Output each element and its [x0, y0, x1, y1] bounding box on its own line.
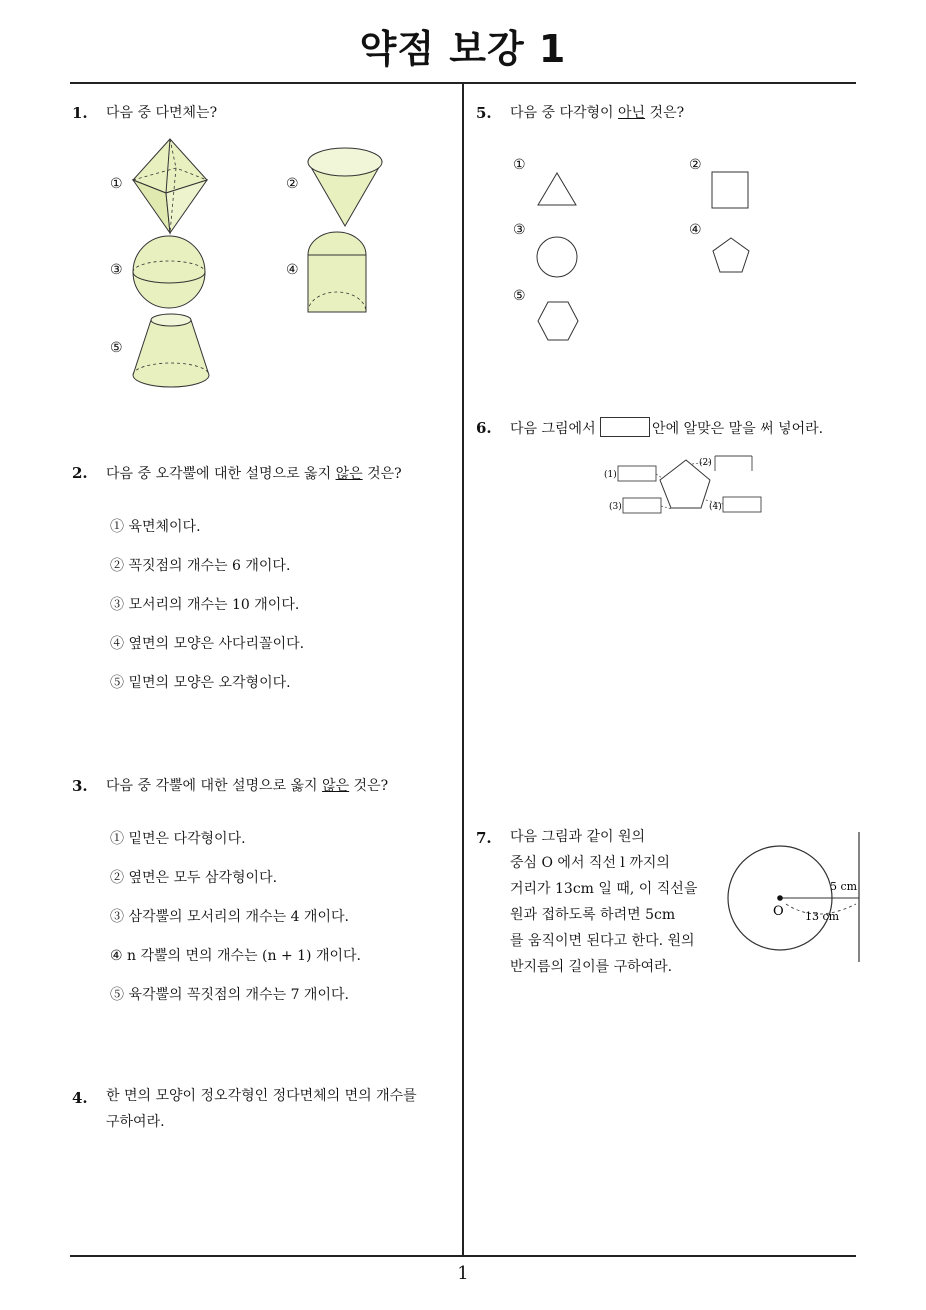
q1-mark-1: ① — [110, 176, 123, 192]
q5-mark-2: ② — [689, 157, 702, 173]
pentagon-icon — [711, 236, 751, 274]
square-icon — [711, 171, 749, 209]
q3-option-2: ② 옆면은 모두 삼각형이다. — [110, 870, 278, 886]
q6-text: 다음 그림에서 안에 알맞은 말을 써 넣어라. — [510, 416, 823, 442]
hexagon-icon — [536, 300, 580, 342]
q7-text: 다음 그림과 같이 원의 중심 O 에서 직선 l 까지의 거리가 13cm 일 때, 이 직선을 원과 접하도록 하려면 5cm 를 움직이면 된다고 한다. 원의 반지름의 길이를 구하여라. — [510, 829, 698, 975]
triangle-icon — [536, 171, 578, 207]
q2-text: 다음 중 오각뿔에 대한 설명으로 옳지 않은 것은? — [106, 466, 402, 482]
circle-tangent-figure — [726, 830, 862, 964]
q1-mark-4: ④ — [286, 262, 299, 278]
q4-text: 한 면의 모양이 정오각형인 정다면체의 면의 개수를 구하여라. — [106, 1088, 417, 1130]
q3-number: 3. — [72, 777, 88, 795]
q6-number: 6. — [476, 419, 492, 437]
q5-mark-3: ③ — [513, 222, 526, 238]
octahedron-icon — [128, 136, 212, 236]
q3-option-1: ① 밑면은 다각형이다. — [110, 831, 246, 847]
q5-mark-4: ④ — [689, 222, 702, 238]
q4-number: 4. — [72, 1089, 88, 1107]
q2-option-4: ④ 옆면의 모양은 사다리꼴이다. — [110, 636, 305, 652]
q6-label-2: (2) — [699, 458, 712, 468]
q5-mark-1: ① — [513, 157, 526, 173]
q5-number: 5. — [476, 104, 492, 122]
center-label: O — [773, 904, 784, 919]
q3-option-4: ④ n 각뿔의 면의 개수는 (n + 1) 개이다. — [110, 948, 361, 964]
radius-move-label: 5 cm — [830, 880, 858, 893]
q1-mark-5: ⑤ — [110, 340, 123, 356]
pentagon-parts-figure — [602, 454, 768, 518]
q1-number: 1. — [72, 104, 88, 122]
truncated-cone-icon — [131, 311, 211, 389]
q3-option-3: ③ 삼각뿔의 모서리의 개수는 4 개이다. — [110, 909, 349, 925]
q1-mark-2: ② — [286, 176, 299, 192]
q1-text: 다음 중 다면체는? — [106, 105, 218, 121]
sphere-icon — [131, 234, 207, 310]
cone-icon — [305, 144, 385, 228]
q2-option-1: ① 육면체이다. — [110, 519, 201, 535]
q2-option-3: ③ 모서리의 개수는 10 개이다. — [110, 597, 300, 613]
bottom-rule — [70, 1255, 856, 1257]
cylinder-with-hemisphere-icon — [306, 231, 368, 315]
column-divider — [462, 83, 464, 1255]
q3-text: 다음 중 각뿔에 대한 설명으로 옳지 않은 것은? — [106, 778, 389, 794]
q5-text: 다음 중 다각형이 아닌 것은? — [510, 105, 685, 121]
q6-label-1: (1) — [604, 470, 617, 480]
page-title: 약점 보강 1 — [359, 27, 567, 71]
q2-number: 2. — [72, 464, 88, 482]
q3-option-5: ⑤ 육각뿔의 꼭짓점의 개수는 7 개이다. — [110, 987, 349, 1003]
q6-label-3: (3) — [609, 502, 622, 512]
q5-mark-5: ⑤ — [513, 288, 526, 304]
q6-blank-box — [600, 417, 650, 437]
q6-label-4: (4) — [709, 502, 722, 512]
page-number: 1 — [457, 1263, 469, 1284]
q7-number: 7. — [476, 829, 492, 847]
q2-option-2: ② 꼭짓점의 개수는 6 개이다. — [110, 558, 291, 574]
q1-mark-3: ③ — [110, 262, 123, 278]
distance-label: 13 cm — [805, 910, 840, 923]
q2-option-5: ⑤ 밑면의 모양은 오각형이다. — [110, 675, 291, 691]
circle-icon — [536, 236, 578, 278]
